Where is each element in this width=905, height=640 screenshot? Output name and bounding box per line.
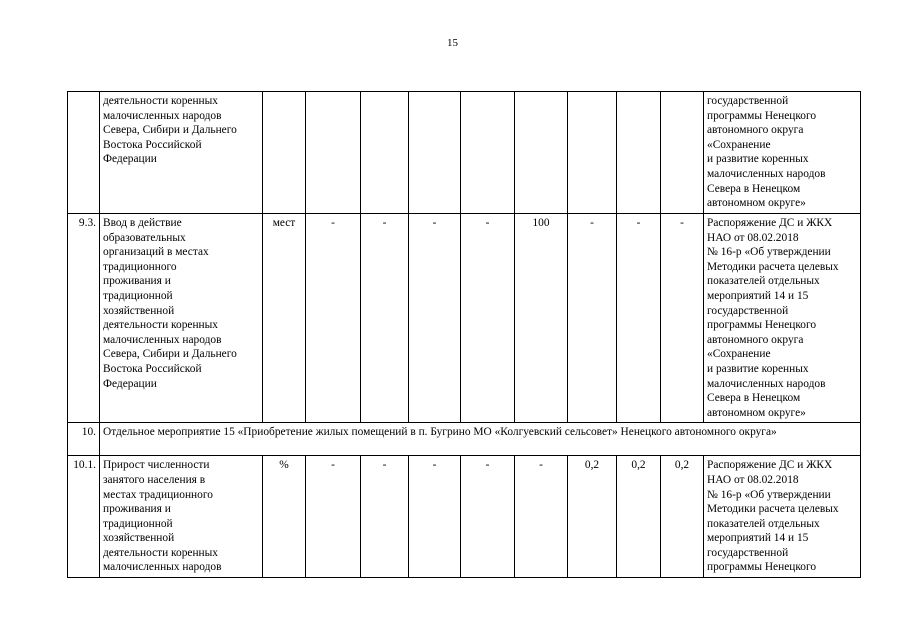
indicator-name-line: традиционного bbox=[103, 260, 177, 273]
table-row bbox=[68, 92, 861, 214]
methodology-document-line: Методики расчета целевых bbox=[707, 503, 839, 516]
indicator-name-line: Востока Российской bbox=[103, 362, 202, 375]
methodology-document-line: государственной bbox=[707, 304, 789, 317]
table-row bbox=[68, 214, 861, 423]
indicator-value bbox=[568, 92, 617, 214]
methodology-document-line: Распоряжение ДС и ЖКХ bbox=[707, 217, 833, 229]
methodology-document-line: мероприятий 14 и 15 bbox=[707, 532, 809, 545]
indicator-name-line: Севера, Сибири и Дальнего bbox=[103, 348, 237, 361]
methodology-document-line: государственной bbox=[707, 546, 789, 559]
indicator-name-line: Федерации bbox=[103, 377, 157, 390]
indicator-name-line: Севера, Сибири и Дальнего bbox=[103, 124, 237, 137]
indicator-name-line: Федерации bbox=[103, 153, 157, 166]
indicator-value bbox=[461, 92, 515, 214]
methodology-document-line: Распоряжение ДС и ЖКХ bbox=[707, 459, 833, 472]
indicator-value bbox=[409, 92, 461, 214]
indicator-value: - bbox=[515, 456, 568, 578]
methodology-document-line: автономного округа bbox=[707, 124, 804, 137]
page-number: 15 bbox=[447, 37, 458, 49]
indicator-value: - bbox=[361, 456, 409, 578]
indicator-name-line: Ввод в действие bbox=[103, 217, 182, 229]
table-body bbox=[68, 92, 861, 578]
methodology-document-line: № 16-р «Об утверждении bbox=[707, 488, 831, 501]
unit-of-measure bbox=[263, 92, 306, 214]
row-number: 10. bbox=[68, 423, 100, 456]
methodology-document-line: НАО от 08.02.2018 bbox=[707, 231, 799, 244]
indicator-name-line: хозяйственной bbox=[103, 304, 175, 317]
methodology-document-line: Севера в Ненецком bbox=[707, 182, 801, 195]
indicator-name bbox=[100, 456, 263, 578]
indicator-value bbox=[617, 92, 661, 214]
methodology-document bbox=[704, 456, 861, 578]
indicator-value: - bbox=[306, 214, 361, 423]
methodology-document-line: Севера в Ненецком bbox=[707, 392, 801, 405]
indicator-value: - bbox=[461, 456, 515, 578]
methodology-document-line: показателей отдельных bbox=[707, 275, 820, 288]
methodology-document-line: государственной bbox=[707, 95, 789, 107]
indicator-value: - bbox=[661, 214, 704, 423]
indicator-value: 0,2 bbox=[617, 456, 661, 578]
methodology-document-line: малочисленных народов bbox=[707, 167, 826, 180]
methodology-document-line: и развитие коренных bbox=[707, 362, 809, 375]
indicator-name bbox=[100, 214, 263, 423]
indicator-value: 100 bbox=[515, 214, 568, 423]
methodology-document-line: программы Ненецкого bbox=[707, 319, 817, 332]
indicator-value: - bbox=[361, 214, 409, 423]
methodology-document-line: программы Ненецкого bbox=[707, 561, 817, 574]
indicator-name-line: Востока Российской bbox=[103, 138, 202, 151]
methodology-document-line: автономном округе» bbox=[707, 406, 806, 419]
indicator-name-line: проживания и bbox=[103, 503, 171, 516]
unit-of-measure: мест bbox=[263, 214, 306, 423]
indicator-name-line: малочисленных народов bbox=[103, 561, 222, 574]
indicators-table bbox=[67, 91, 861, 578]
methodology-document bbox=[704, 214, 861, 423]
indicator-value: 0,2 bbox=[568, 456, 617, 578]
indicator-name bbox=[100, 92, 263, 214]
indicator-name-line: традиционной bbox=[103, 517, 173, 530]
table-row bbox=[68, 456, 861, 578]
indicator-value: - bbox=[409, 456, 461, 578]
unit-of-measure: % bbox=[263, 456, 306, 578]
indicator-name-line: малочисленных народов bbox=[103, 333, 222, 346]
indicator-name-line: местах традиционного bbox=[103, 488, 213, 501]
indicator-value: - bbox=[306, 456, 361, 578]
measure-title: Отдельное мероприятие 15 «Приобретение жилых помещений в п. Бугрино МО «Колгуевский сельсовет» Ненецкого автономного округа» bbox=[100, 423, 861, 456]
indicator-name-line: деятельности коренных bbox=[103, 95, 218, 107]
methodology-document-line: № 16-р «Об утверждении bbox=[707, 246, 831, 259]
methodology-document-line: автономного округа bbox=[707, 333, 804, 346]
methodology-document-line: «Сохранение bbox=[707, 348, 771, 361]
row-number: 9.3. bbox=[68, 214, 100, 423]
methodology-document-line: мероприятий 14 и 15 bbox=[707, 289, 809, 302]
indicator-value bbox=[661, 92, 704, 214]
indicator-name-line: Прирост численности bbox=[103, 459, 210, 472]
table-row bbox=[68, 423, 861, 456]
indicator-name-line: организаций в местах bbox=[103, 246, 209, 259]
indicator-value: - bbox=[617, 214, 661, 423]
indicator-name-line: традиционной bbox=[103, 289, 173, 302]
indicator-value: - bbox=[461, 214, 515, 423]
methodology-document-line: показателей отдельных bbox=[707, 517, 820, 530]
methodology-document-line: автономном округе» bbox=[707, 197, 806, 210]
indicator-name-line: занятого населения в bbox=[103, 473, 206, 486]
methodology-document-line: программы Ненецкого bbox=[707, 109, 817, 122]
methodology-document-line: НАО от 08.02.2018 bbox=[707, 473, 799, 486]
methodology-document-line: Методики расчета целевых bbox=[707, 260, 839, 273]
indicator-value: 0,2 bbox=[661, 456, 704, 578]
methodology-document bbox=[704, 92, 861, 214]
indicator-name-line: деятельности коренных bbox=[103, 546, 218, 559]
methodology-document-line: «Сохранение bbox=[707, 138, 771, 151]
row-number bbox=[68, 92, 100, 214]
indicator-name-line: проживания и bbox=[103, 275, 171, 288]
indicator-name-line: хозяйственной bbox=[103, 532, 175, 545]
indicator-value bbox=[515, 92, 568, 214]
indicator-value bbox=[361, 92, 409, 214]
indicator-name-line: деятельности коренных bbox=[103, 319, 218, 332]
indicator-name-line: образовательных bbox=[103, 231, 186, 244]
row-number: 10.1. bbox=[68, 456, 100, 578]
methodology-document-line: малочисленных народов bbox=[707, 377, 826, 390]
indicator-value: - bbox=[568, 214, 617, 423]
indicator-value bbox=[306, 92, 361, 214]
methodology-document-line: и развитие коренных bbox=[707, 153, 809, 166]
indicator-value: - bbox=[409, 214, 461, 423]
indicator-name-line: малочисленных народов bbox=[103, 109, 222, 122]
